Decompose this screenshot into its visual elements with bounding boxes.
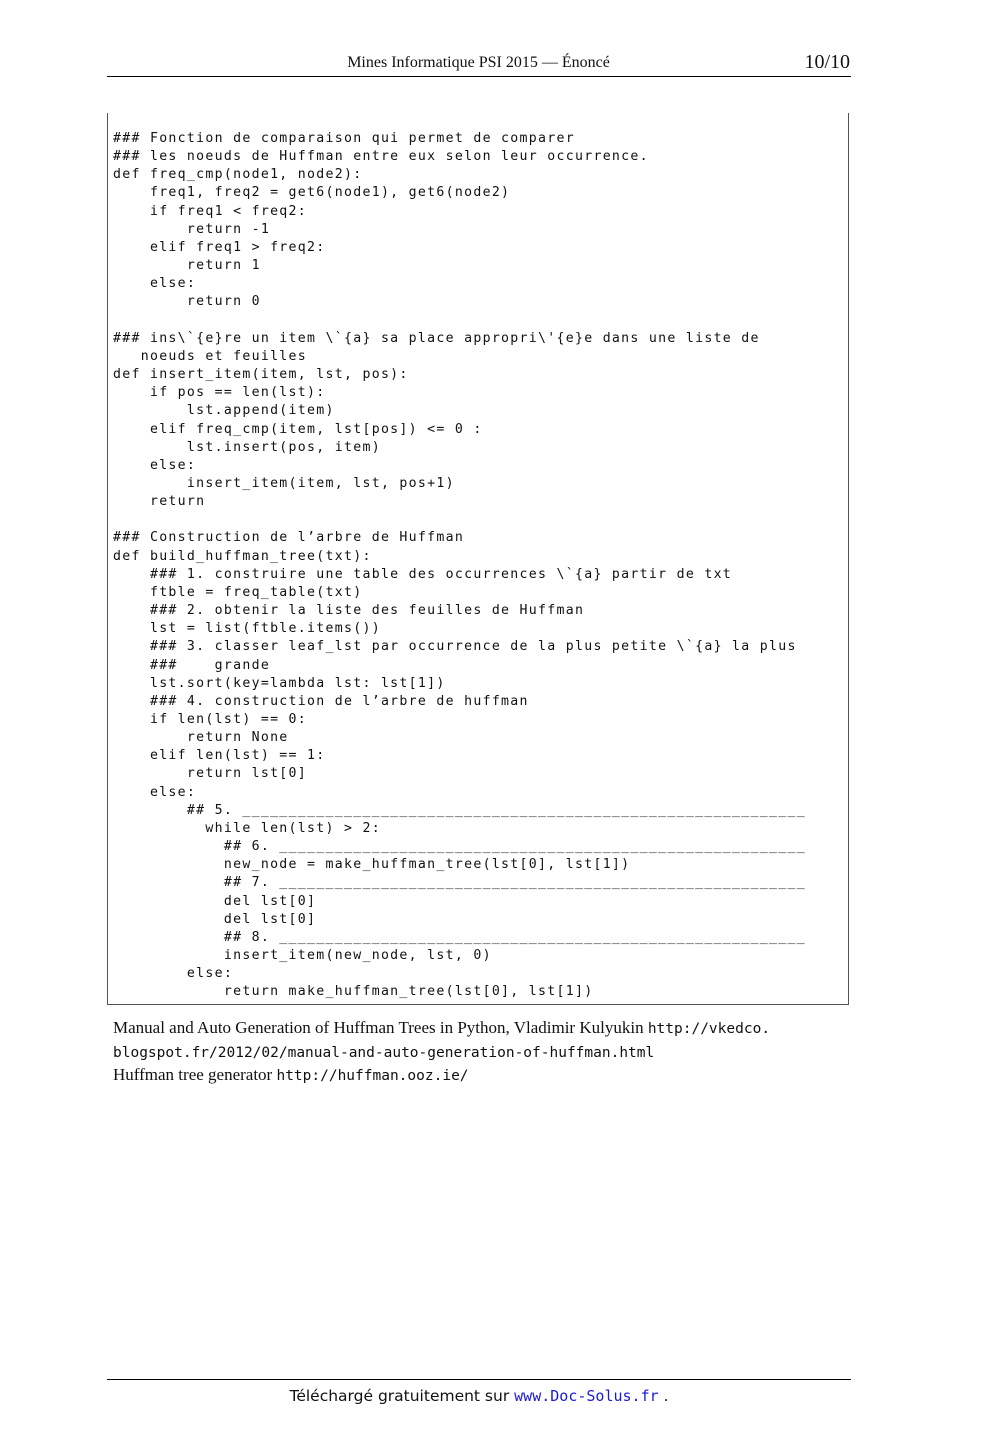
footer-divider: [107, 1379, 851, 1380]
code-line: lst = list(ftble.items()): [113, 621, 381, 637]
code-line: return 0: [113, 294, 261, 310]
code-line: elif len(lst) == 1:: [113, 748, 326, 764]
code-line: insert_item(new_node, lst, 0): [113, 948, 492, 964]
code-line: else:: [113, 276, 197, 292]
code-line: ### Construction de l’arbre de Huffman: [113, 530, 465, 546]
header-divider: [107, 76, 851, 77]
code-line: lst.append(item): [113, 403, 335, 419]
code-line: ### 4. construction de l’arbre de huffman: [113, 693, 529, 709]
code-line: ## 6. _________________________________________________________: [113, 839, 806, 855]
code-line: def insert_item(item, lst, pos):: [113, 367, 409, 383]
footer-link[interactable]: www.Doc-Solus.fr: [514, 1387, 659, 1405]
code-line: ### Fonction de comparaison qui permet de comparer: [113, 131, 575, 146]
code-line: ### grande: [113, 657, 271, 673]
code-line: return None: [113, 730, 289, 746]
code-line: lst.insert(pos, item): [113, 439, 381, 455]
code-line: return 1: [113, 258, 261, 274]
code-line: ### 3. classer leaf_lst par occurrence de la plus petite \`{a} la plus: [113, 639, 797, 655]
footer-text: Téléchargé gratuitement sur: [289, 1387, 515, 1405]
reference-1-link[interactable]: http://vkedco. blogspot.fr/2012/02/manual-and-auto-generation-of-huffman.html: [113, 1021, 771, 1061]
code-line: def build_huffman_tree(txt):: [113, 548, 372, 564]
code-line: ### ins\`{e}re un item \`{a} sa place appropri\'{e}e dans une liste de: [113, 330, 760, 346]
code-line: ### les noeuds de Huffman entre eux selon leur occurrence.: [113, 149, 649, 165]
reference-2-link[interactable]: http://huffman.ooz.ie/: [276, 1068, 469, 1084]
page-header-title: Mines Informatique PSI 2015 — Énoncé: [347, 54, 610, 71]
code-line: if len(lst) == 0:: [113, 712, 308, 727]
footer-suffix: .: [658, 1387, 669, 1405]
page-footer: [107, 1387, 851, 1405]
code-line: ### 2. obtenir la liste des feuilles de Huffman: [113, 603, 585, 619]
code-line: ## 5. _____________________________________________________________: [113, 802, 806, 818]
code-listing: [113, 130, 843, 1002]
code-line: while len(lst) > 2:: [113, 820, 381, 836]
reference-1-text: Manual and Auto Generation of Huffman Trees in Python, Vladimir Kulyukin: [113, 1018, 648, 1037]
code-line: new_node = make_huffman_tree(lst[0], lst[1]): [113, 857, 631, 873]
code-line: elif freq_cmp(item, lst[pos]) <= 0 :: [113, 421, 483, 437]
reference-1: [113, 1017, 853, 1064]
code-line: noeuds et feuilles: [113, 348, 308, 364]
reference-2: [113, 1064, 853, 1088]
code-line: freq1, freq2 = get6(node1), get6(node2): [113, 185, 511, 201]
code-line: else:: [113, 784, 197, 800]
code-line: lst.sort(key=lambda lst: lst[1]): [113, 675, 446, 691]
code-line: elif freq1 > freq2:: [113, 239, 326, 255]
code-line: del lst[0]: [113, 893, 317, 909]
reference-2-text: Huffman tree generator: [113, 1065, 277, 1084]
code-line: return: [113, 494, 206, 510]
code-line: ### 1. construire une table des occurrences \`{a} partir de txt: [113, 566, 733, 582]
code-line: ftble = freq_table(txt): [113, 584, 363, 600]
references: [113, 1017, 853, 1088]
code-line: def freq_cmp(node1, node2):: [113, 167, 363, 183]
code-line: return lst[0]: [113, 766, 308, 782]
code-line: return make_huffman_tree(lst[0], lst[1]): [113, 984, 594, 1000]
code-line: else:: [113, 966, 234, 982]
code-line: if pos == len(lst):: [113, 385, 326, 401]
code-line: return -1: [113, 221, 271, 237]
code-line: ## 7. _________________________________________________________: [113, 875, 806, 891]
code-line: insert_item(item, lst, pos+1): [113, 475, 455, 491]
page-number: 10/10: [804, 51, 850, 73]
code-line: del lst[0]: [113, 911, 317, 927]
code-line: ## 8. _________________________________________________________: [113, 929, 806, 945]
code-line: else:: [113, 457, 197, 473]
code-line: if freq1 < freq2:: [113, 203, 308, 219]
